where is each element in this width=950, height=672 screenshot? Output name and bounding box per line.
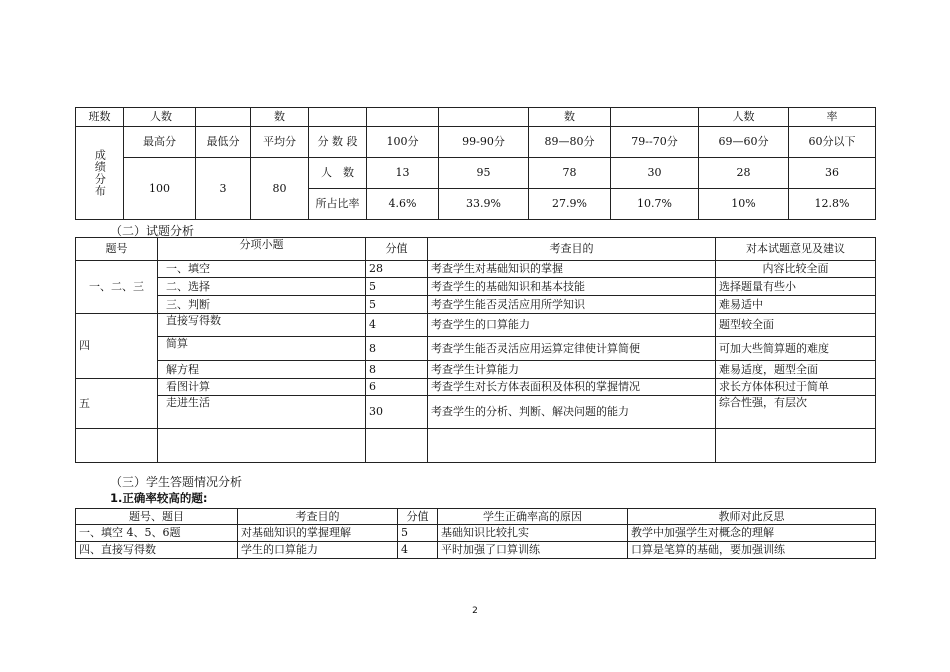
empty-row <box>76 429 876 463</box>
table-row: 简算 8 考查学生能否灵活应用运算定律使计算简便 可加大些简算题的难度 <box>76 337 876 361</box>
band-label: 分 数 段 <box>309 127 367 158</box>
section3-subtitle: 1.正确率较高的题: <box>110 491 208 505</box>
table-row: 二、选择 5 考查学生的基础知识和基本技能 选择题量有些小 <box>76 278 876 296</box>
stat-header-min: 最低分 <box>196 127 251 158</box>
header-people: 人数 <box>124 108 196 127</box>
section2-title: （二）试题分析 <box>110 224 195 238</box>
band-5: 60分以下 <box>789 127 876 158</box>
band-2: 89—80分 <box>529 127 611 158</box>
analysis-header-4: 对本试题意见及建议 <box>716 238 876 261</box>
ratio-0: 4.6% <box>367 189 439 220</box>
count-0: 13 <box>367 158 439 189</box>
table-row: 一、填空 4、5、6题 对基础知识的掌握理解 5 基础知识比较扎实 教学中加强学生对概念的理解 <box>76 525 876 542</box>
ratio-5: 12.8% <box>789 189 876 220</box>
answer-analysis-table <box>75 508 876 559</box>
table-row: 解方程 8 考查学生计算能力 难易适度，题型全面 <box>76 361 876 379</box>
score-header-row <box>76 108 876 127</box>
count-4: 28 <box>699 158 789 189</box>
table-row: 五 看图计算 6 考查学生对长方体表面积及体积的掌握情况 求长方体体积过于简单 <box>76 379 876 396</box>
page-number: 2 <box>472 606 478 616</box>
answer-header-row <box>76 509 876 525</box>
count-2: 78 <box>529 158 611 189</box>
score-distribution-label: 成绩分布 <box>93 149 107 197</box>
header-people-b: 人数 <box>699 108 789 127</box>
table-row: 四 直接写得数 4 考查学生的口算能力 题型较全面 <box>76 314 876 337</box>
header-count-b: 数 <box>529 108 611 127</box>
band-1: 99-90分 <box>439 127 529 158</box>
score-stat-header-row <box>76 127 876 158</box>
ratio-4: 10% <box>699 189 789 220</box>
count-1: 95 <box>439 158 529 189</box>
stat-header-avg: 平均分 <box>251 127 309 158</box>
band-0: 100分 <box>367 127 439 158</box>
group-label-1: 一、二、三 <box>76 261 158 314</box>
question-analysis-table <box>75 237 876 463</box>
ratio-3: 10.7% <box>611 189 699 220</box>
count-label: 人 数 <box>309 158 367 189</box>
section3-title: （三）学生答题情况分析 <box>110 475 243 489</box>
answer-header-4: 教师对此反思 <box>628 509 876 525</box>
group-label-2: 四 <box>76 314 158 379</box>
analysis-header-1: 分项小题 <box>158 238 366 261</box>
score-count-row <box>76 158 876 189</box>
count-3: 30 <box>611 158 699 189</box>
ratio-label: 所占比率 <box>309 189 367 220</box>
table-row: 三、判断 5 考查学生能否灵活应用所学知识 难易适中 <box>76 296 876 314</box>
answer-header-0: 题号、题目 <box>76 509 238 525</box>
stat-header-max: 最高分 <box>124 127 196 158</box>
ratio-2: 27.9% <box>529 189 611 220</box>
answer-header-2: 分值 <box>398 509 438 525</box>
stat-value-max: 100 <box>124 158 196 220</box>
header-rate: 率 <box>789 108 876 127</box>
analysis-header-3: 考查目的 <box>428 238 716 261</box>
header-count-a: 数 <box>251 108 309 127</box>
analysis-header-2: 分值 <box>366 238 428 261</box>
stat-value-min: 3 <box>196 158 251 220</box>
score-distribution-table <box>75 107 876 220</box>
stat-value-avg: 80 <box>251 158 309 220</box>
band-3: 79--70分 <box>611 127 699 158</box>
band-4: 69—60分 <box>699 127 789 158</box>
answer-header-1: 考查目的 <box>238 509 398 525</box>
answer-header-3: 学生正确率高的原因 <box>438 509 628 525</box>
table-row: 一、二、三 一、填空 28 考查学生对基础知识的掌握 内容比较全面 <box>76 261 876 278</box>
header-class-count: 班数 <box>76 108 124 127</box>
table-row: 走进生活 30 考查学生的分析、判断、解决问题的能力 综合性强，有层次 <box>76 396 876 429</box>
analysis-header-0: 题号 <box>76 238 158 261</box>
group-label-3: 五 <box>76 379 158 429</box>
ratio-1: 33.9% <box>439 189 529 220</box>
count-5: 36 <box>789 158 876 189</box>
table-row: 四、直接写得数 学生的口算能力 4 平时加强了口算训练 口算是笔算的基础，要加强训练 <box>76 542 876 559</box>
analysis-header-row <box>76 238 876 261</box>
